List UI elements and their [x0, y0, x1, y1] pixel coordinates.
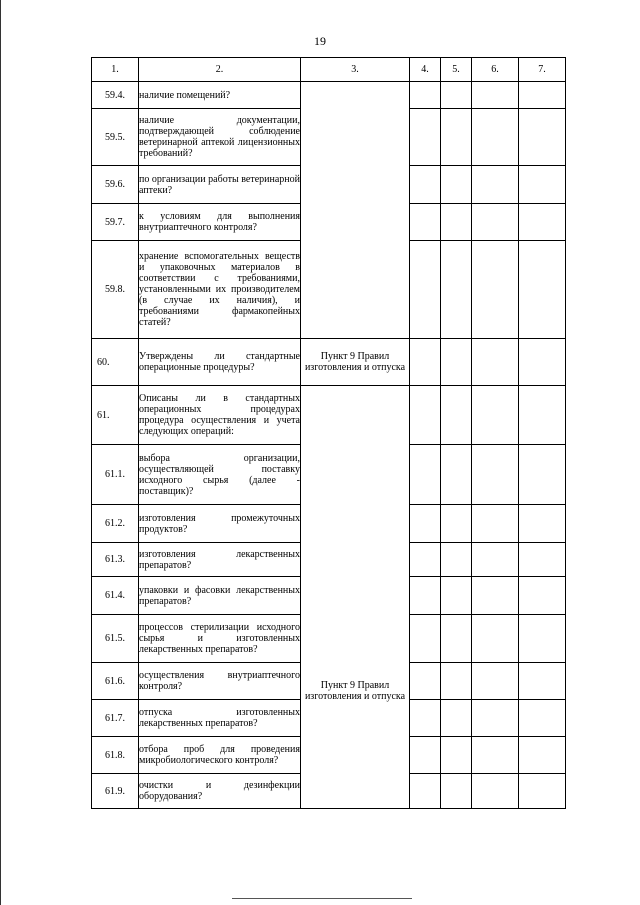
empty-cell — [441, 615, 472, 663]
reference-text: Пункт 9 Правил изготовления и отпуска — [301, 339, 410, 386]
empty-cell — [472, 339, 519, 386]
empty-cell — [410, 386, 441, 445]
row-number: 61.3. — [92, 543, 139, 577]
empty-cell — [472, 774, 519, 809]
header-cell-4: 4. — [410, 58, 441, 82]
row-number: 61. — [92, 386, 139, 445]
empty-cell — [410, 505, 441, 543]
page-number: 19 — [314, 34, 326, 48]
row-number: 61.7. — [92, 700, 139, 737]
empty-cell — [519, 109, 566, 166]
reference-text — [301, 386, 410, 809]
row-question: упаковки и фасовки лекарственных препаратов? — [139, 577, 301, 615]
row-question: изготовления промежуточных продуктов? — [139, 505, 301, 543]
empty-cell — [519, 82, 566, 109]
empty-cell — [441, 737, 472, 774]
row-number: 61.4. — [92, 577, 139, 615]
empty-cell — [410, 166, 441, 204]
empty-cell — [441, 445, 472, 505]
row-question: наличие документации, подтверждающей соблюдение ветеринарной аптекой лицензионных требований? — [139, 109, 301, 166]
row-number: 59.4. — [92, 82, 139, 109]
empty-cell — [441, 109, 472, 166]
checklist-table — [91, 57, 566, 809]
empty-cell — [441, 241, 472, 339]
header-cell-5: 5. — [441, 58, 472, 82]
empty-cell — [472, 166, 519, 204]
empty-cell — [519, 700, 566, 737]
empty-cell — [410, 339, 441, 386]
empty-cell — [519, 241, 566, 339]
row-question: изготовления лекарственных препаратов? — [139, 543, 301, 577]
empty-cell — [472, 386, 519, 445]
empty-cell — [410, 774, 441, 809]
empty-cell — [519, 543, 566, 577]
scan-left-edge — [0, 0, 1, 905]
empty-cell — [519, 774, 566, 809]
row-question: хранение вспомогательных веществ и упаковочных материалов в соответствии с требованиями, установленными их производителем (в случае их наличия), и требованиями фармакопейных статей? — [139, 241, 301, 339]
table-row — [92, 386, 566, 445]
empty-cell — [472, 615, 519, 663]
row-number: 61.9. — [92, 774, 139, 809]
row-question: отбора проб для проведения микробиологического контроля? — [139, 737, 301, 774]
scan-bottom-line — [232, 898, 412, 899]
empty-cell — [410, 615, 441, 663]
empty-cell — [472, 700, 519, 737]
row-number: 61.6. — [92, 663, 139, 700]
row-question: очистки и дезинфекции оборудования? — [139, 774, 301, 809]
row-number: 61.2. — [92, 505, 139, 543]
empty-cell — [441, 204, 472, 241]
row-number: 59.7. — [92, 204, 139, 241]
empty-cell — [519, 577, 566, 615]
empty-cell — [410, 109, 441, 166]
header-cell-6: 6. — [472, 58, 519, 82]
empty-cell — [519, 204, 566, 241]
empty-cell — [441, 663, 472, 700]
table-row — [92, 339, 566, 386]
empty-cell — [410, 700, 441, 737]
row-number: 61.1. — [92, 445, 139, 505]
empty-cell — [519, 386, 566, 445]
empty-cell — [441, 543, 472, 577]
row-question: Утверждены ли стандартные операционные процедуры? — [139, 339, 301, 386]
empty-cell — [519, 505, 566, 543]
row-number: 59.8. — [92, 241, 139, 339]
empty-cell — [441, 166, 472, 204]
empty-cell — [519, 615, 566, 663]
row-question: выбора организации, осуществляющей поставку исходного сырья (далее - поставщик)? — [139, 445, 301, 505]
row-question: отпуска изготовленных лекарственных препаратов? — [139, 700, 301, 737]
empty-cell — [472, 109, 519, 166]
empty-cell — [441, 577, 472, 615]
empty-cell — [519, 445, 566, 505]
empty-cell — [472, 663, 519, 700]
row-question: процессов стерилизации исходного сырья и изготовленных лекарственных препаратов? — [139, 615, 301, 663]
empty-cell — [472, 241, 519, 339]
header-cell-2: 2. — [139, 58, 301, 82]
empty-cell — [441, 774, 472, 809]
empty-cell — [472, 505, 519, 543]
empty-cell — [519, 339, 566, 386]
header-cell-1: 1. — [92, 58, 139, 82]
row-number: 60. — [92, 339, 139, 386]
reference-cell-empty — [301, 82, 410, 339]
empty-cell — [441, 700, 472, 737]
row-question: осуществления внутриаптечного контроля? — [139, 663, 301, 700]
empty-cell — [519, 737, 566, 774]
row-number: 59.6. — [92, 166, 139, 204]
empty-cell — [410, 241, 441, 339]
table-row — [92, 82, 566, 109]
reference-text-inner: Пункт 9 Правил изготовления и отпуска — [304, 680, 406, 702]
row-question: по организации работы ветеринарной аптеки? — [139, 166, 301, 204]
empty-cell — [441, 82, 472, 109]
empty-cell — [441, 339, 472, 386]
empty-cell — [410, 737, 441, 774]
header-cell-7: 7. — [519, 58, 566, 82]
empty-cell — [410, 663, 441, 700]
row-question: наличие помещений? — [139, 82, 301, 109]
row-number: 59.5. — [92, 109, 139, 166]
empty-cell — [410, 543, 441, 577]
empty-cell — [410, 82, 441, 109]
empty-cell — [441, 386, 472, 445]
empty-cell — [472, 445, 519, 505]
empty-cell — [519, 166, 566, 204]
row-number: 61.5. — [92, 615, 139, 663]
empty-cell — [410, 204, 441, 241]
empty-cell — [410, 445, 441, 505]
empty-cell — [472, 577, 519, 615]
row-number: 61.8. — [92, 737, 139, 774]
empty-cell — [410, 577, 441, 615]
row-question: Описаны ли в стандартных операционных процедурах процедура осуществления и учета следующих операций: — [139, 386, 301, 445]
header-cell-3: 3. — [301, 58, 410, 82]
empty-cell — [472, 543, 519, 577]
empty-cell — [472, 737, 519, 774]
empty-cell — [441, 505, 472, 543]
table-header-row — [92, 58, 566, 82]
row-question: к условиям для выполнения внутриаптечного контроля? — [139, 204, 301, 241]
empty-cell — [519, 663, 566, 700]
empty-cell — [472, 82, 519, 109]
empty-cell — [472, 204, 519, 241]
